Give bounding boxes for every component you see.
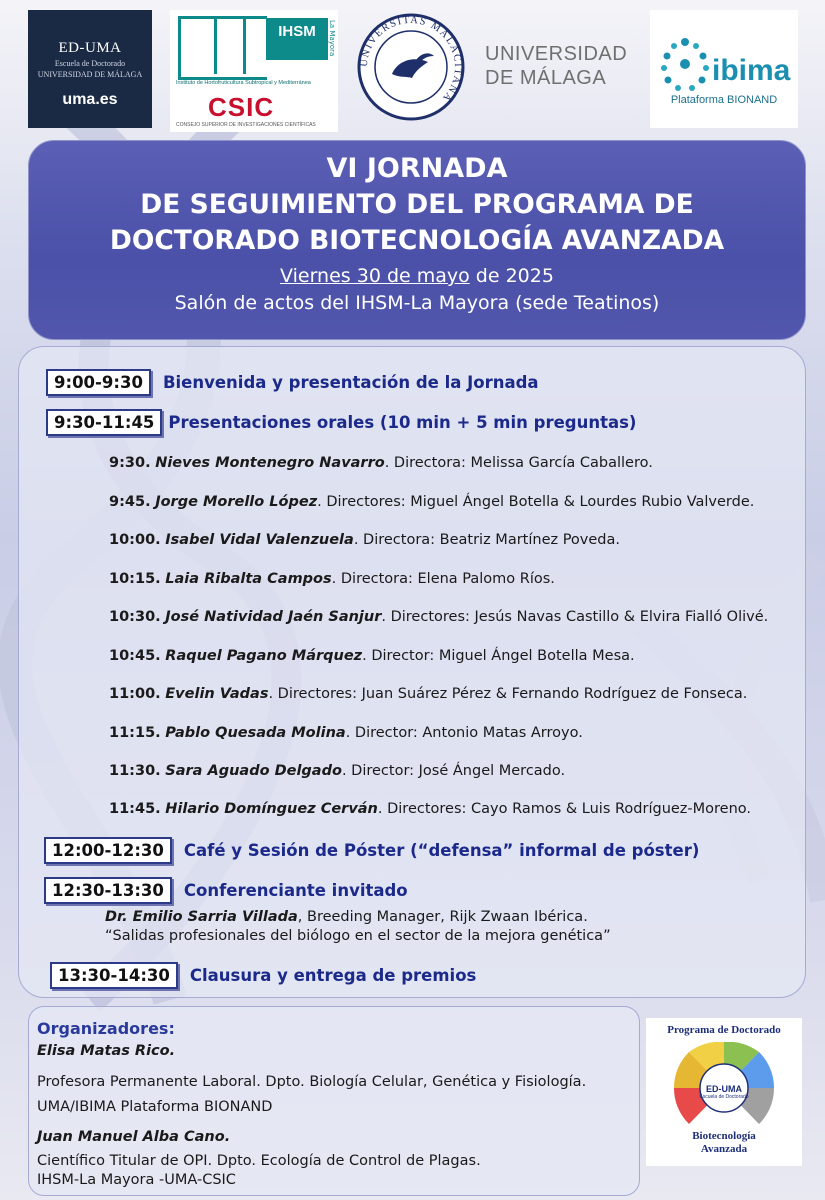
- organizer-affiliation: Profesora Permanente Laboral. Dpto. Biología Celular, Genética y Fisiología.: [37, 1074, 587, 1090]
- time-slot: 12:30-13:30: [44, 877, 172, 904]
- ibima-platform: Plataforma BIONAND: [670, 94, 778, 106]
- schedule-panel: [18, 346, 806, 998]
- program-logo-title: Programa de Doctorado: [667, 1024, 781, 1036]
- organizer-affiliation: UMA/IBIMA Plataforma BIONAND: [37, 1099, 273, 1115]
- uma-line1: UNIVERSIDAD: [485, 43, 628, 65]
- university-seal-icon: [356, 12, 466, 122]
- ibima-logo: [650, 10, 798, 128]
- time-slot: 9:00-9:30: [46, 369, 151, 396]
- title-line3: DOCTORADO BIOTECNOLOGÍA AVANZADA: [109, 225, 725, 256]
- event-title-box: [28, 140, 806, 340]
- schedule-block: [46, 369, 539, 396]
- ed-uma-title: ED-UMA: [58, 40, 122, 56]
- presentation-item: 10:00. Isabel Vidal Valenzuela. Directora: Beatriz Martínez Poveda.: [109, 532, 621, 548]
- presentation-item: 10:15. Laia Ribalta Campos. Directora: Elena Palomo Ríos.: [109, 571, 555, 587]
- presentation-item: 9:45. Jorge Morello López. Directores: Miguel Ángel Botella & Lourdes Rubio Valverde.: [109, 494, 755, 510]
- title-line1: VI JORNADA: [326, 153, 508, 184]
- uma-line2: DE MÁLAGA: [485, 67, 607, 89]
- schedule-block: [46, 409, 636, 436]
- invited-speaker: Dr. Emilio Sarria Villada, Breeding Manager, Rijk Zwaan Ibérica.: [105, 909, 588, 925]
- time-slot: 13:30-14:30: [50, 962, 178, 989]
- organizer-affiliation: IHSM-La Mayora -UMA-CSIC: [37, 1172, 236, 1188]
- presentation-item: 11:15. Pablo Quesada Molina. Director: Antonio Matas Arroyo.: [109, 725, 583, 741]
- csic-wordmark: CSIC: [208, 92, 275, 122]
- time-slot: 9:30-11:45: [46, 409, 162, 436]
- ihsm-institute: Instituto de Hortofruticultura Subtropical y Mediterránea: [176, 80, 311, 86]
- event-venue: Salón de actos del IHSM-La Mayora (sede Teatinos): [174, 292, 660, 314]
- ibima-name: ibima: [712, 54, 791, 87]
- ihsm-csic-logo: [170, 10, 338, 132]
- organizer-name: Elisa Matas Rico.: [37, 1043, 176, 1059]
- ed-uma-logo: [28, 10, 152, 128]
- presentation-item: 11:30. Sara Aguado Delgado. Director: José Ángel Mercado.: [109, 763, 566, 779]
- event-date-year: de 2025: [469, 265, 554, 287]
- presentation-item: 10:30. José Natividad Jaén Sanjur. Directores: Jesús Navas Castillo & Elvira Fialló Olivé.: [109, 609, 769, 625]
- block-label: Clausura y entrega de premios: [189, 966, 477, 985]
- block-label: Bienvenida y presentación de la Jornada: [162, 373, 539, 392]
- block-label: Conferenciante invitado: [183, 881, 408, 900]
- ihsm-bars-icon: [214, 16, 246, 74]
- program-logo: [646, 1018, 802, 1166]
- organizer-affiliation: Científico Titular de OPI. Dpto. Ecología de Control de Plagas.: [37, 1153, 481, 1169]
- program-logo-subtitle: Biotecnología Avanzada: [692, 1130, 756, 1155]
- presentation-item: 9:30. Nieves Montenegro Navarro. Directora: Melissa García Caballero.: [109, 455, 653, 471]
- ibima-dots-icon: [658, 34, 712, 94]
- event-date: [29, 263, 805, 289]
- program-logo-center: ED-UMA Escuela de Doctorado: [699, 1084, 749, 1100]
- ihsm-side-text: La Mayora: [328, 20, 336, 57]
- ed-uma-domain: uma.es: [62, 91, 118, 108]
- ed-uma-university: UNIVERSIDAD DE MÁLAGA: [37, 70, 143, 79]
- event-date-underlined: Viernes 30 de mayo: [280, 265, 470, 287]
- csic-subtitle: CONSEJO SUPERIOR DE INVESTIGACIONES CIENTÍFICAS: [176, 122, 316, 128]
- presentation-item: 11:00. Evelin Vadas. Directores: Juan Suárez Pérez & Fernando Rodríguez de Fonseca.: [109, 686, 748, 702]
- ihsm-tag: IHSM: [266, 18, 328, 60]
- logo-bar: [0, 0, 825, 135]
- ed-uma-subtitle: Escuela de Doctorado: [54, 59, 126, 68]
- schedule-block: [44, 837, 699, 864]
- organizer-name: Juan Manuel Alba Cano.: [37, 1129, 231, 1145]
- organizers-panel: [28, 1006, 640, 1196]
- block-label: Presentaciones orales (10 min + 5 min preguntas): [168, 413, 637, 432]
- seal-text: UNIVERSITAS MALACITANA: [358, 14, 464, 105]
- presentation-item: 10:45. Raquel Pagano Márquez. Director: Miguel Ángel Botella Mesa.: [109, 648, 635, 664]
- block-label: Café y Sesión de Póster (“defensa” informal de póster): [183, 841, 700, 860]
- organizers-header: Organizadores:: [37, 1019, 175, 1038]
- schedule-block: [44, 877, 408, 904]
- schedule-block: [50, 962, 476, 989]
- title-line2: DE SEGUIMIENTO DEL PROGRAMA DE: [140, 189, 694, 220]
- presentation-item: 11:45. Hilario Domínguez Cerván. Directores: Cayo Ramos & Luis Rodríguez-Moreno.: [109, 801, 752, 817]
- universidad-malaga-logo: [485, 42, 635, 90]
- time-slot: 12:00-12:30: [44, 837, 172, 864]
- invited-talk-title: “Salidas profesionales del biólogo en el sector de la mejora genética”: [105, 928, 611, 944]
